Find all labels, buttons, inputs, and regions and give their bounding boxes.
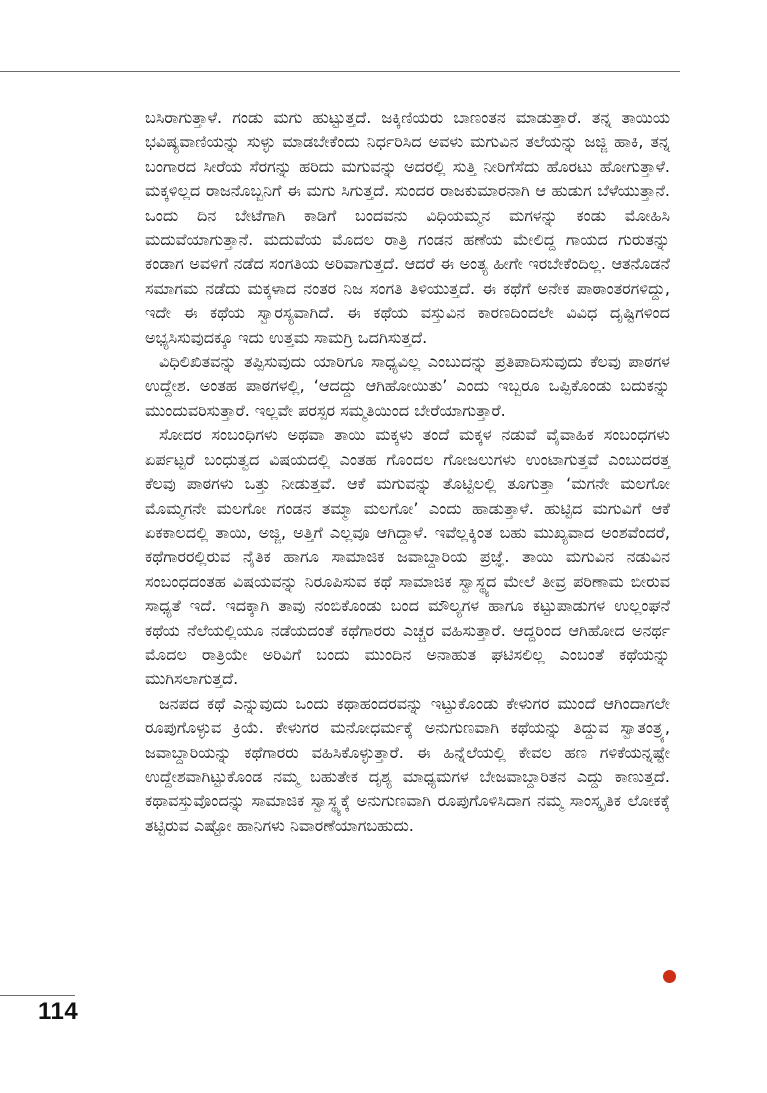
top-rule (0, 71, 680, 72)
body-text (145, 106, 670, 838)
paragraph: ವಿಧಿಲಿಖಿತವನ್ನು ತಪ್ಪಿಸುವುದು ಯಾರಿಗೂ ಸಾಧ್ಯವಿಲ್ಲ ಎಂಬುದನ್ನು ಪ್ರತಿಪಾದಿಸುವುದು ಕೆಲವು ಪಾಠಗಳ ಉದ್ದೇಶ. ಅಂತಹ ಪಾಠಗಳಲ್ಲಿ, ‘ಆದದ್ದು ಆಗಿಹೋಯಿತು’ ಎಂದು ಇಬ್ಬರೂ ಒಪ್ಪಿಕೊಂಡು ಬದುಕನ್ನು ಮುಂದುವರಿಸುತ್ತಾರೆ. ಇಲ್ಲವೇ ಪರಸ್ಪರ ಸಮ್ಮತಿಯಿಂದ ಬೇರೆಯಾಗುತ್ತಾರೆ. (145, 352, 670, 420)
page-number: 114 (38, 998, 79, 1025)
end-of-article-dot-icon (663, 970, 676, 983)
paragraph: ಜನಪದ ಕಥೆ ಎನ್ನುವುದು ಒಂದು ಕಥಾಹಂದರವನ್ನು ಇಟ್ಟುಕೊಂಡು ಕೇಳುಗರ ಮುಂದೆ ಆಗಿಂದಾಗಲೇ ರೂಪುಗೊಳ್ಳುವ ಕ್ರಿಯೆ. ಕೇಳುಗರ ಮನೋಧರ್ಮಕ್ಕೆ ಅನುಗುಣವಾಗಿ ಕಥೆಯನ್ನು ತಿದ್ದುವ ಸ್ವಾತಂತ್ರ್ಯ, ಜವಾಬ್ದಾರಿಯನ್ನು ಕಥೆಗಾರರು ವಹಿಸಿಕೊಳ್ಳುತ್ತಾರೆ. ಈ ಹಿನ್ನೆಲೆಯಲ್ಲಿ ಕೇವಲ ಹಣ ಗಳಿಕೆಯನ್ನಷ್ಟೇ ಉದ್ದೇಶವಾಗಿಟ್ಟುಕೊಂಡ ನಮ್ಮ ಬಹುತೇಕ ದೃಶ್ಯ ಮಾಧ್ಯಮಗಳ ಬೇಜವಾಬ್ದಾರಿತನ ಎದ್ದು ಕಾಣುತ್ತದೆ. ಕಥಾವಸ್ತುವೊಂದನ್ನು ಸಾಮಾಜಿಕ ಸ್ವಾಸ್ಥ್ಯಕ್ಕೆ ಅನುಗುಣವಾಗಿ ರೂಪುಗೊಳಿಸಿದಾಗ ನಮ್ಮ ಸಾಂಸ್ಕೃತಿಕ ಲೋಕಕ್ಕೆ ತಟ್ಟಿರುವ ಎಷ್ಟೋ ಹಾನಿಗಳು ನಿವಾರಣೆಯಾಗಬಹುದು. (145, 693, 670, 835)
paragraph: ಸೋದರ ಸಂಬಂಧಿಗಳು ಅಥವಾ ತಾಯಿ ಮಕ್ಕಳು ತಂದೆ ಮಕ್ಕಳ ನಡುವೆ ವೈವಾಹಿಕ ಸಂಬಂಧಗಳು ಏರ್ಪಟ್ಟರೆ ಬಂಧುತ್ವದ ವಿಷಯದಲ್ಲಿ ಎಂತಹ ಗೊಂದಲ ಗೋಜಲುಗಳು ಉಂಟಾಗುತ್ತವೆ ಎಂಬುದರತ್ತ ಕೆಲವು ಪಾಠಗಳು ಒತ್ತು ನೀಡುತ್ತವೆ. ಆಕೆ ಮಗುವನ್ನು ತೊಟ್ಟಿಲಲ್ಲಿ ತೂಗುತ್ತಾ ‘ಮಗನೇ ಮಲಗೋ ಮೊಮ್ಮಗನೇ ಮಲಗೋ ಗಂಡನ ತಮ್ಮಾ ಮಲಗೋ’ ಎಂದು ಹಾಡುತ್ತಾಳೆ. ಹುಟ್ಟಿದ ಮಗುವಿಗೆ ಆಕೆ ಏಕಕಾಲದಲ್ಲಿ ತಾಯಿ, ಅಜ್ಜಿ, ಅತ್ತಿಗೆ ಎಲ್ಲವೂ ಆಗಿದ್ದಾಳೆ. ಇವೆಲ್ಲಕ್ಕಿಂತ ಬಹು ಮುಖ್ಯವಾದ ಅಂಶವೆಂದರೆ, ಕಥೆಗಾರರಲ್ಲಿರುವ ನೈತಿಕ ಹಾಗೂ ಸಾಮಾಜಿಕ ಜವಾಬ್ದಾರಿಯ ಪ್ರಜ್ಞೆ. ತಾಯಿ ಮಗುವಿನ ನಡುವಿನ ಸಂಬಂಧದಂತಹ ವಿಷಯವನ್ನು ನಿರೂಪಿಸುವ ಕಥೆ ಸಾಮಾಜಿಕ ಸ್ವಾಸ್ಥ್ಯದ ಮೇಲೆ ತೀವ್ರ ಪರಿಣಾಮ ಬೀರುವ ಸಾಧ್ಯತೆ ಇದೆ. ಇದಕ್ಕಾಗಿ ತಾವು ನಂಬಿಕೊಂಡು ಬಂದ ಮೌಲ್ಯಗಳ ಹಾಗೂ ಕಟ್ಟುಪಾಡುಗಳ ಉಲ್ಲಂಘನೆ ಕಥೆಯ ನೆಲೆಯಲ್ಲಿಯೂ ನಡೆಯದಂತೆ ಕಥೆಗಾರರು ಎಚ್ಚರ ವಹಿಸುತ್ತಾರೆ. ಆದ್ದರಿಂದ ಆಗಿಹೋದ ಅನರ್ಥ ಮೊದಲ ರಾತ್ರಿಯೇ ಅರಿವಿಗೆ ಬಂದು ಮುಂದಿನ ಅನಾಹುತ ಘಟಿಸಲಿಲ್ಲ ಎಂಬಂತೆ ಕಥೆಯನ್ನು ಮುಗಿಸಲಾಗುತ್ತದೆ. (145, 425, 670, 689)
footer-rule (0, 995, 75, 996)
paragraph: ಬಸಿರಾಗುತ್ತಾಳೆ. ಗಂಡು ಮಗು ಹುಟ್ಟುತ್ತದೆ. ಜಕ್ಕಿಣಿಯರು ಬಾಣಂತನ ಮಾಡುತ್ತಾರೆ. ತನ್ನ ತಾಯಿಯ ಭವಿಷ್ಯವಾಣಿಯನ್ನು ಸುಳ್ಳು ಮಾಡಬೇಕೆಂದು ನಿರ್ಧರಿಸಿದ ಅವಳು ಮಗುವಿನ ತಲೆಯನ್ನು ಜಜ್ಜಿ ಹಾಕಿ, ತನ್ನ ಬಂಗಾರದ ಸೀರೆಯ ಸೆರಗನ್ನು ಹರಿದು ಮಗುವನ್ನು ಅದರಲ್ಲಿ ಸುತ್ತಿ ನೀರಿಗೆಸೆದು ಹೊರಟು ಹೋಗುತ್ತಾಳೆ. ಮಕ್ಕಳಿಲ್ಲದ ರಾಜನೊಬ್ಬನಿಗೆ ಈ ಮಗು ಸಿಗುತ್ತದೆ. ಸುಂದರ ರಾಜಕುಮಾರನಾಗಿ ಆ ಹುಡುಗ ಬೆಳೆಯುತ್ತಾನೆ. ಒಂದು ದಿನ ಬೇಟೆಗಾಗಿ ಕಾಡಿಗೆ ಬಂದವನು ವಿಧಿಯಮ್ಮನ ಮಗಳನ್ನು ಕಂಡು ಮೋಹಿಸಿ ಮದುವೆಯಾಗುತ್ತಾನೆ. ಮದುವೆಯ ಮೊದಲ ರಾತ್ರಿ ಗಂಡನ ಹಣೆಯ ಮೇಲಿದ್ದ ಗಾಯದ ಗುರುತನ್ನು ಕಂಡಾಗ ಅವಳಿಗೆ ನಡೆದ ಸಂಗತಿಯ ಅರಿವಾಗುತ್ತದೆ. ಆದರೆ ಈ ಅಂತ್ಯ ಹೀಗೇ ಇರಬೇಕೆಂದಿಲ್ಲ. ಆತನೊಡನೆ ಸಮಾಗಮ ನಡೆದು ಮಕ್ಕಳಾದ ನಂತರ ನಿಜ ಸಂಗತಿ ತಿಳಿಯುತ್ತದೆ. ಈ ಕಥೆಗೆ ಅನೇಕ ಪಾಠಾಂತರಗಳಿದ್ದು, ಇದೇ ಈ ಕಥೆಯ ಸ್ವಾರಸ್ಯವಾಗಿದೆ. ಈ ಕಥೆಯ ವಸ್ತುವಿನ ಕಾರಣದಿಂದಲೇ ವಿವಿಧ ದೃಷ್ಟಿಗಳಿಂದ ಅಭ್ಯಸಿಸುವುದಕ್ಕೂ ಇದು ಉತ್ತಮ ಸಾಮಗ್ರಿ ಒದಗಿಸುತ್ತದೆ. (145, 108, 670, 347)
